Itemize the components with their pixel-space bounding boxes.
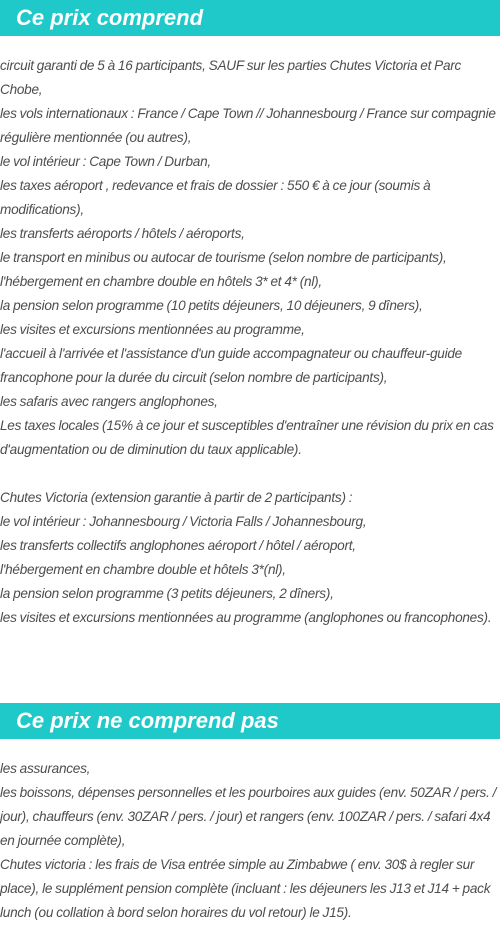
list-item: les vols internationaux : France / Cape Town // Johannesbourg / France sur compagnie régulière mentionnée (ou autres),: [0, 106, 496, 145]
list-item: Les taxes locales (15% à ce jour et susceptibles d'entraîner une révision du prix en cas d'augmentation ou de diminution du taux applicable).: [0, 418, 494, 457]
excluded-list: [0, 757, 500, 925]
list-item: l'hébergement en chambre double et hôtels 3*(nl),: [0, 562, 286, 577]
list-item: les visites et excursions mentionnées au programme,: [0, 322, 305, 337]
section-heading-excluded: Ce prix ne comprend pas: [0, 703, 500, 739]
included-list: [0, 54, 500, 462]
list-item: la pension selon programme (10 petits déjeuners, 10 déjeuners, 9 dîners),: [0, 298, 423, 313]
list-item: les safaris avec rangers anglophones,: [0, 394, 218, 409]
list-item: le transport en minibus ou autocar de tourisme (selon nombre de participants),: [0, 250, 447, 265]
list-item: Chutes victoria : les frais de Visa entrée simple au Zimbabwe ( env. 30$ à regler sur place), le supplément pension complète (incluant : les déjeuners les J13 et J14 + pack lunch (ou collation à bord selon horaires du vol retour) le J15).: [0, 857, 491, 920]
section-heading-included: Ce prix comprend: [0, 0, 500, 36]
list-item: les assurances,: [0, 761, 91, 776]
list-item: la pension selon programme (3 petits déjeuners, 2 dîners),: [0, 586, 334, 601]
list-item: les boissons, dépenses personnelles et les pourboires aux guides (env. 50ZAR / pers. / jour), chauffeurs (env. 30ZAR / pers. / jour) et rangers (env. 100ZAR / pers. / safari 4x4 en journée complète),: [0, 785, 497, 848]
list-item: l'accueil à l'arrivée et l'assistance d'un guide accompagnateur ou chauffeur-guide francophone pour la durée du circuit (selon nombre de participants),: [0, 346, 462, 385]
list-item: le vol intérieur : Cape Town / Durban,: [0, 154, 211, 169]
extension-heading: Chutes Victoria (extension garantie à partir de 2 participants) :: [0, 490, 353, 505]
list-item: le vol intérieur : Johannesbourg / Victoria Falls / Johannesbourg,: [0, 514, 367, 529]
list-item: les transferts collectifs anglophones aéroport / hôtel / aéroport,: [0, 538, 356, 553]
list-item: les visites et excursions mentionnées au programme (anglophones ou francophones).: [0, 610, 492, 625]
list-item: les taxes aéroport , redevance et frais de dossier : 550 € à ce jour (soumis à modifications),: [0, 178, 431, 217]
list-item: circuit garanti de 5 à 16 participants, SAUF sur les parties Chutes Victoria et Parc Chobe,: [0, 58, 462, 97]
list-item: l'hébergement en chambre double en hôtels 3* et 4* (nl),: [0, 274, 322, 289]
list-item: les transferts aéroports / hôtels / aéroports,: [0, 226, 245, 241]
extension-list: [0, 486, 500, 630]
